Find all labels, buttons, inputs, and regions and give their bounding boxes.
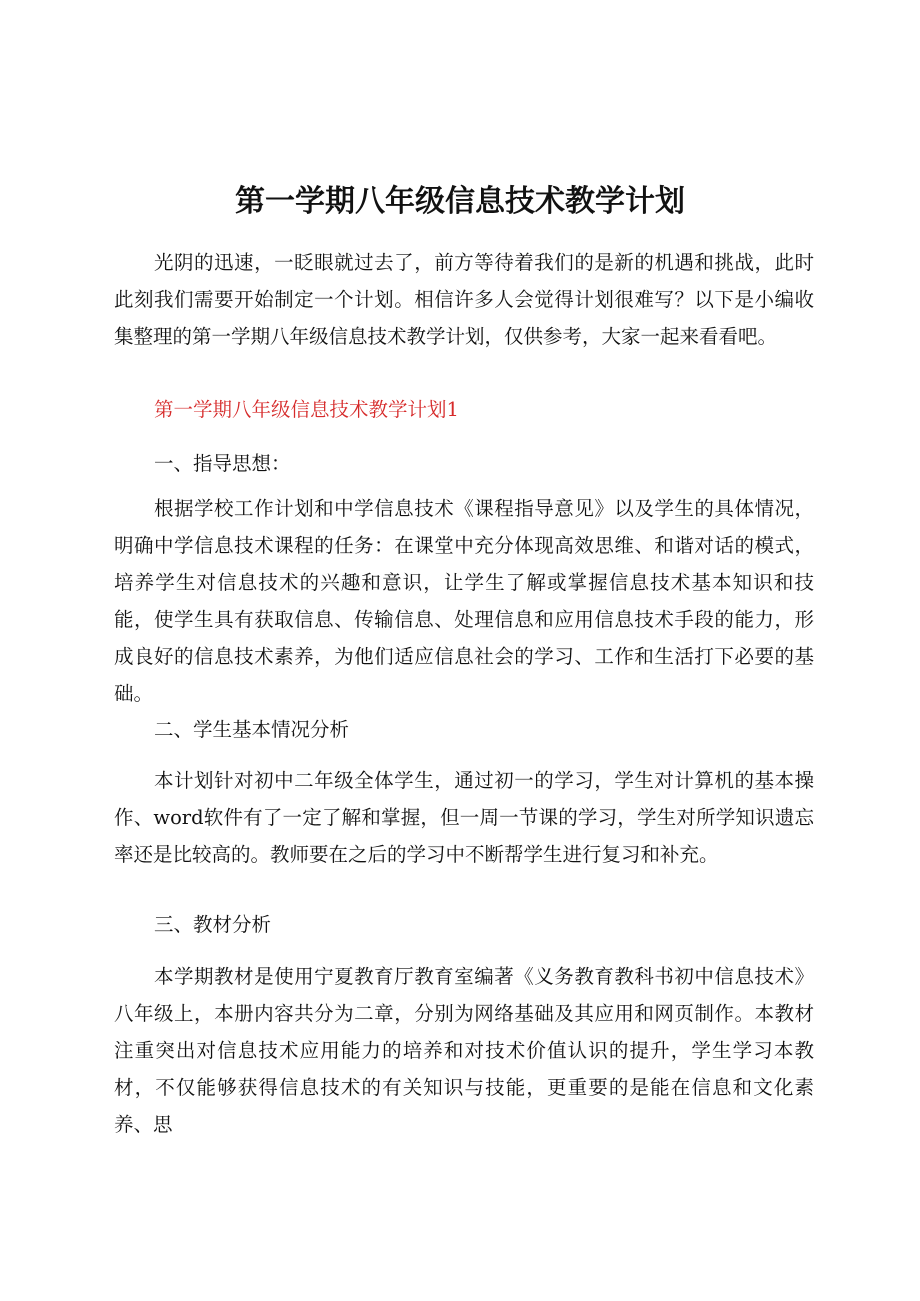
heading-student-analysis: 二、学生基本情况分析 xyxy=(154,718,350,741)
paragraph-guiding-ideology: 根据学校工作计划和中学信息技术《课程指导意见》以及学生的具体情况，明确中学信息技术课程的任务：在课堂中充分体现高效思维、和谐对话的模式，培养学生对信息技术的兴趣和意识，让学生了解或掌握信息技术基本知识和技能，使学生具有获取信息、传输信息、处理信息和应用信息技术手段的能力，形成良好的信息技术素养，为他们适应信息社会的学习、工作和生活打下必要的基础。 xyxy=(114,497,814,705)
heading-guiding-ideology: 一、指导思想： xyxy=(154,452,291,475)
intro-paragraph: 光阴的迅速，一眨眼就过去了，前方等待着我们的是新的机遇和挑战，此时此刻我们需要开始制定一个计划。相信许多人会觉得计划很难写？以下是小编收集整理的第一学期八年级信息技术教学计划，仅供参考，大家一起来看看吧。 xyxy=(114,251,814,348)
heading-textbook-analysis: 三、教材分析 xyxy=(154,913,272,936)
paragraph-textbook-analysis: 本学期教材是使用宁夏教育厅教育室编著《义务教育教科书初中信息技术》八年级上，本册内容共分为二章，分别为网络基础及其应用和网页制作。本教材注重突出对信息技术应用能力的培养和对技术价值认识的提升，学生学习本教材，不仅能够获得信息技术的有关知识与技能，更重要的是能在信息和文化素养、思 xyxy=(114,965,814,1136)
paragraph-student-analysis: 本计划针对初中二年级全体学生，通过初一的学习，学生对计算机的基本操作、word软件有了一定了解和掌握，但一周一节课的学习，学生对所学知识遗忘率还是比较高的。教师要在之后的学习中不断帮学生进行复习和补充。 xyxy=(114,769,814,866)
section-title-link[interactable]: 第一学期八年级信息技术教学计划1 xyxy=(154,398,459,421)
document-title: 第一学期八年级信息技术教学计划 xyxy=(235,184,685,219)
